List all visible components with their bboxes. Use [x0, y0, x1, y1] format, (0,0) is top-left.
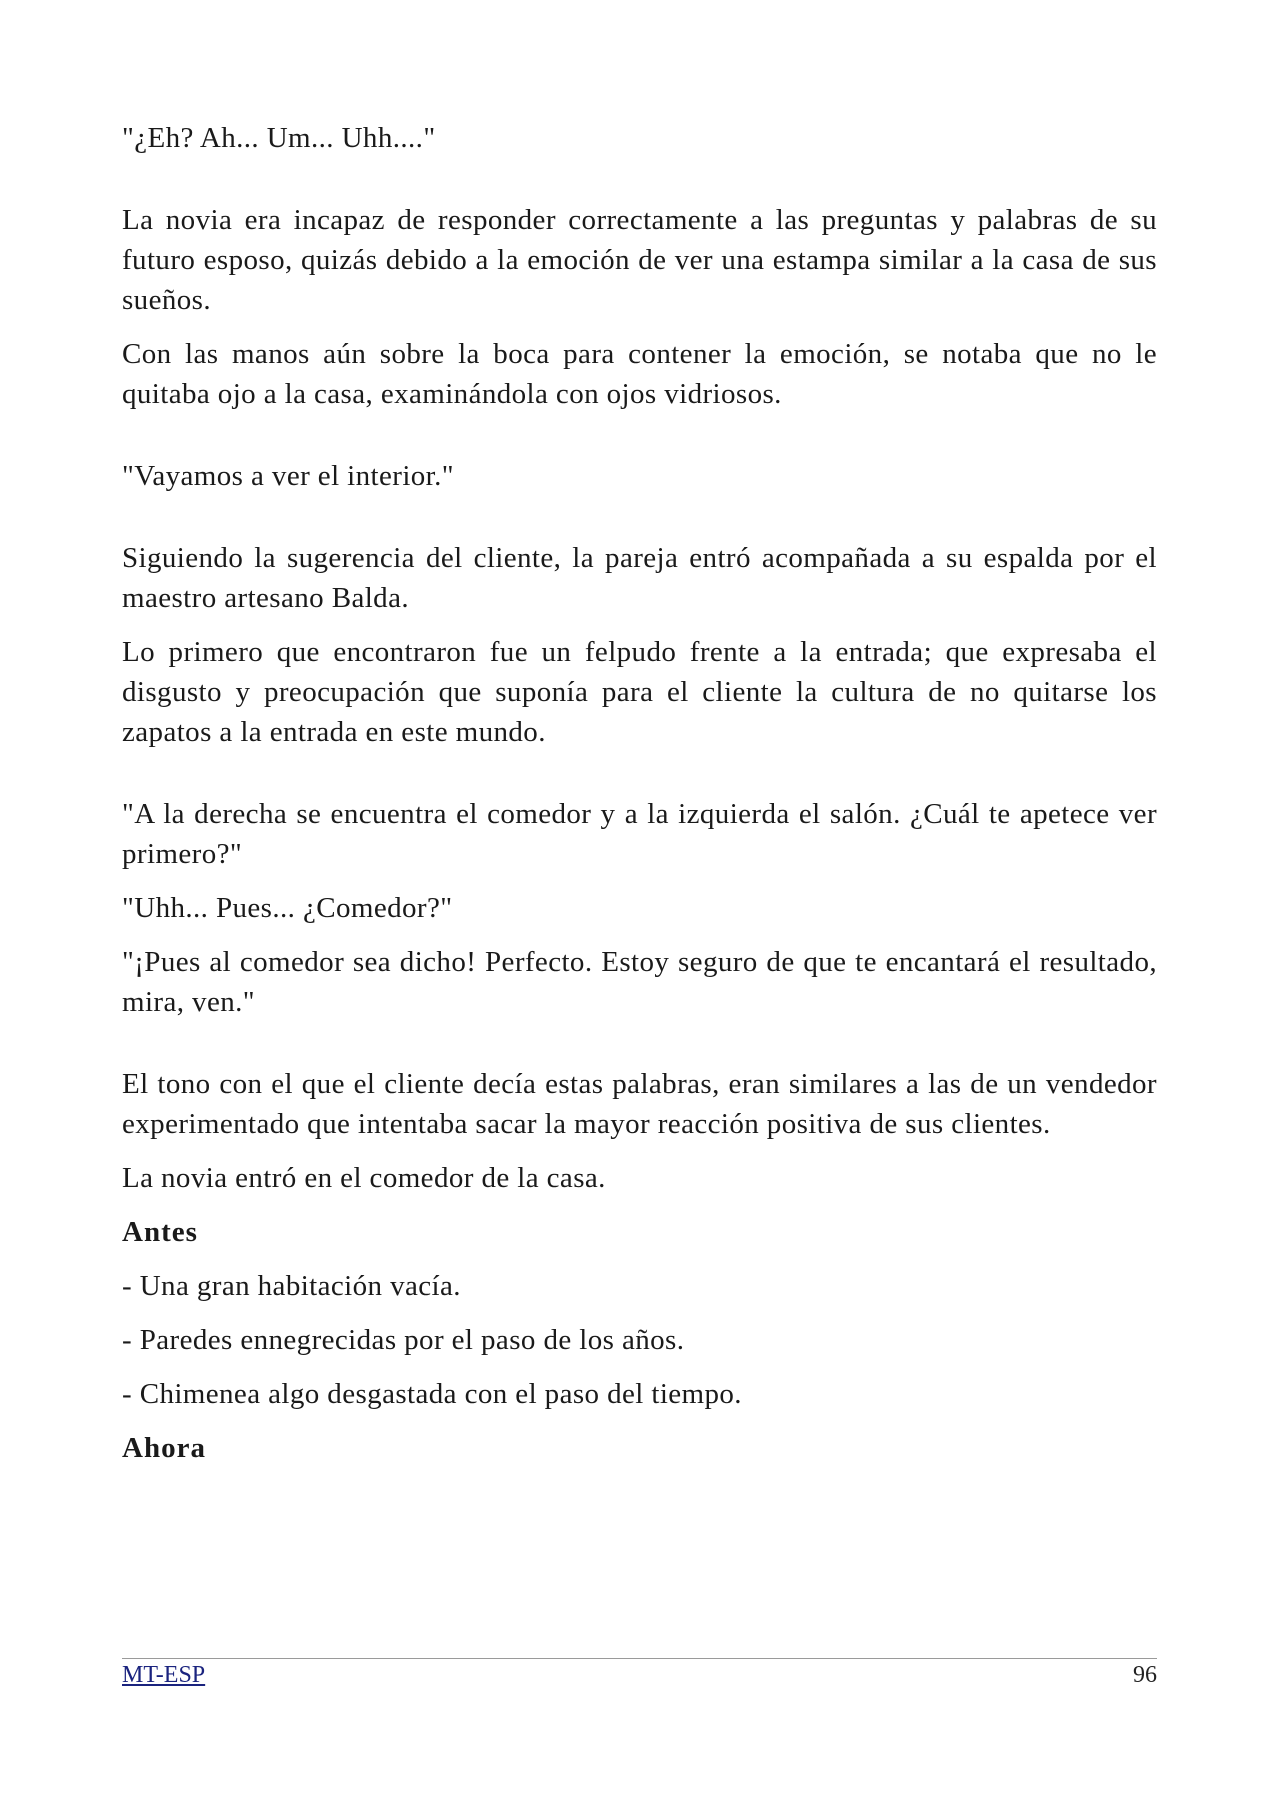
- dialogue-line: "¿Eh? Ah... Um... Uhh....": [122, 122, 436, 154]
- dialogue-line: "Vayamos a ver el interior.": [122, 460, 455, 492]
- list-item: - Paredes ennegrecidas por el paso de los años.: [122, 1324, 685, 1356]
- footer-divider: [122, 1658, 1157, 1659]
- section-heading: Antes: [122, 1216, 198, 1248]
- section-heading: Ahora: [122, 1432, 206, 1464]
- dialogue-line: "Uhh... Pues... ¿Comedor?": [122, 892, 453, 924]
- page-body: [122, 118, 1157, 1468]
- paragraph: El tono con el que el cliente decía estas palabras, eran similares a las de un vendedor experimentado que intentaba sacar la mayor reacción positiva de sus clientes.: [122, 1068, 1157, 1140]
- dialogue-line: "¡Pues al comedor sea dicho! Perfecto. Estoy seguro de que te encantará el resultado, mira, ven.": [122, 946, 1157, 1018]
- page-number: 96: [1133, 1662, 1157, 1688]
- list-item: - Chimenea algo desgastada con el paso del tiempo.: [122, 1378, 742, 1410]
- footer-link[interactable]: MT-ESP: [122, 1662, 206, 1688]
- paragraph: Lo primero que encontraron fue un felpudo frente a la entrada; que expresaba el disgusto y preocupación que suponía para el cliente la cultura de no quitarse los zapatos a la entrada en este mundo.: [122, 636, 1157, 748]
- paragraph: Siguiendo la sugerencia del cliente, la pareja entró acompañada a su espalda por el maestro artesano Balda.: [122, 542, 1157, 614]
- paragraph: La novia era incapaz de responder correctamente a las preguntas y palabras de su futuro esposo, quizás debido a la emoción de ver una estampa similar a la casa de sus sueños.: [122, 204, 1157, 316]
- list-item: - Una gran habitación vacía.: [122, 1270, 461, 1302]
- paragraph: Con las manos aún sobre la boca para contener la emoción, se notaba que no le quitaba ojo a la casa, examinándola con ojos vidriosos.: [122, 338, 1157, 410]
- paragraph: La novia entró en el comedor de la casa.: [122, 1162, 606, 1194]
- dialogue-line: "A la derecha se encuentra el comedor y a la izquierda el salón. ¿Cuál te apetece ver primero?": [122, 798, 1157, 870]
